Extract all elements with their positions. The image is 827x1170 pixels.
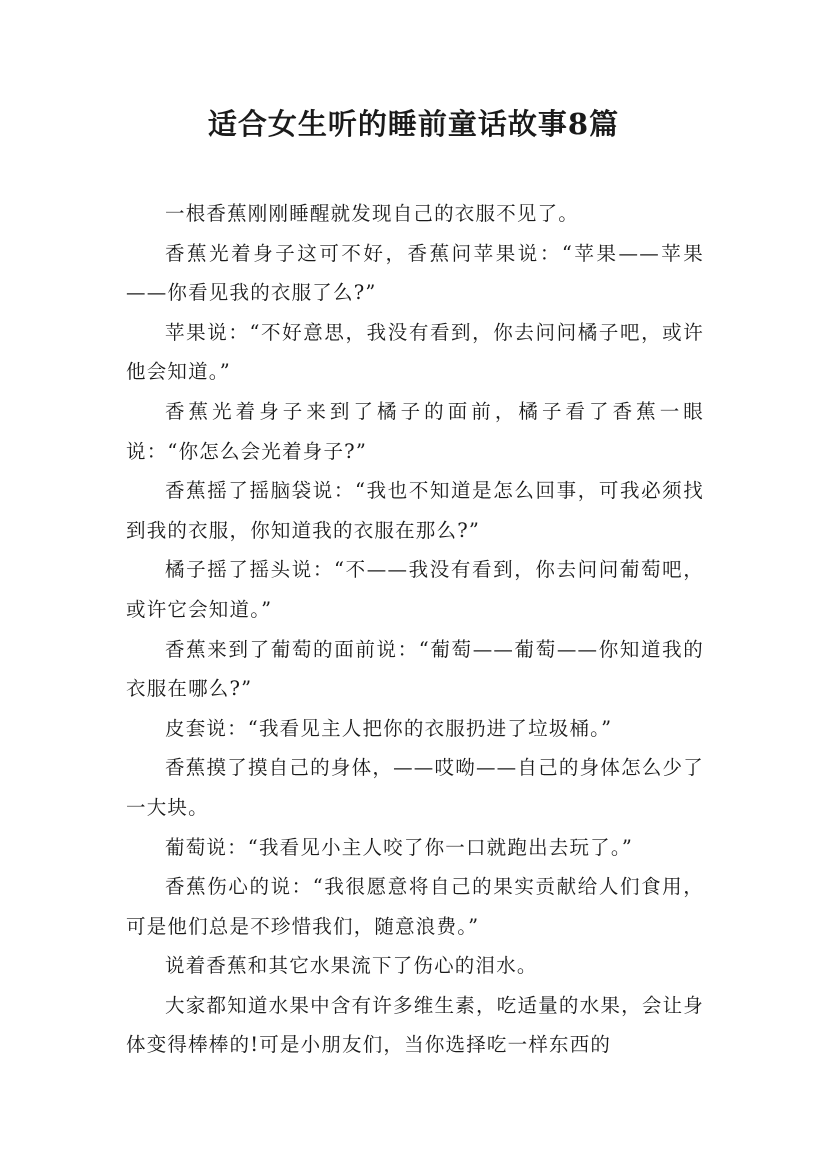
paragraph: 一根香蕉刚刚睡醒就发现自己的衣服不见了。 <box>165 202 580 225</box>
paragraph: 大家都知道水果中含有许多维生素，吃适量的水果，会让身体变得棒棒的!可是小朋友们，当你选择吃一样东西的 <box>126 993 704 1057</box>
document-body <box>126 194 704 1065</box>
paragraph: 香蕉光着身子这可不好，香蕉问苹果说：“苹果——苹果——你看见我的衣服了么?” <box>126 241 704 305</box>
paragraph: 说着香蕉和其它水果流下了伤心的泪水。 <box>165 954 538 978</box>
paragraph: 香蕉来到了葡萄的面前说：“葡萄——葡萄——你知道我的衣服在哪么?” <box>126 637 704 701</box>
paragraph: 橘子摇了摇头说：“不——我没有看到，你去问问葡萄吧，或许它会知道。” <box>126 558 704 621</box>
paragraph: 苹果说：“不好意思，我没有看到，你去问问橘子吧，或许他会知道。” <box>126 320 704 384</box>
paragraph: 香蕉摇了摇脑袋说：“我也不知道是怎么回事，可我必须找到我的衣服，你知道我的衣服在那么?” <box>126 479 704 542</box>
paragraph: 香蕉光着身子来到了橘子的面前，橘子看了香蕉一眼说：“你怎么会光着身子?” <box>126 399 704 463</box>
paragraph: 香蕉伤心的说：“我很愿意将自己的果实贡献给人们食用，可是他们总是不珍惜我们，随意浪费。” <box>126 875 704 938</box>
document-title: 适合女生听的睡前童话故事8篇 <box>207 107 620 141</box>
paragraph: 香蕉摸了摸自己的身体，——哎呦——自己的身体怎么少了一大块。 <box>126 756 704 819</box>
paragraph: 皮套说：“我看见主人把你的衣服扔进了垃圾桶。” <box>165 716 613 740</box>
paragraph: 葡萄说：“我看见小主人咬了你一口就跑出去玩了。” <box>165 835 633 859</box>
